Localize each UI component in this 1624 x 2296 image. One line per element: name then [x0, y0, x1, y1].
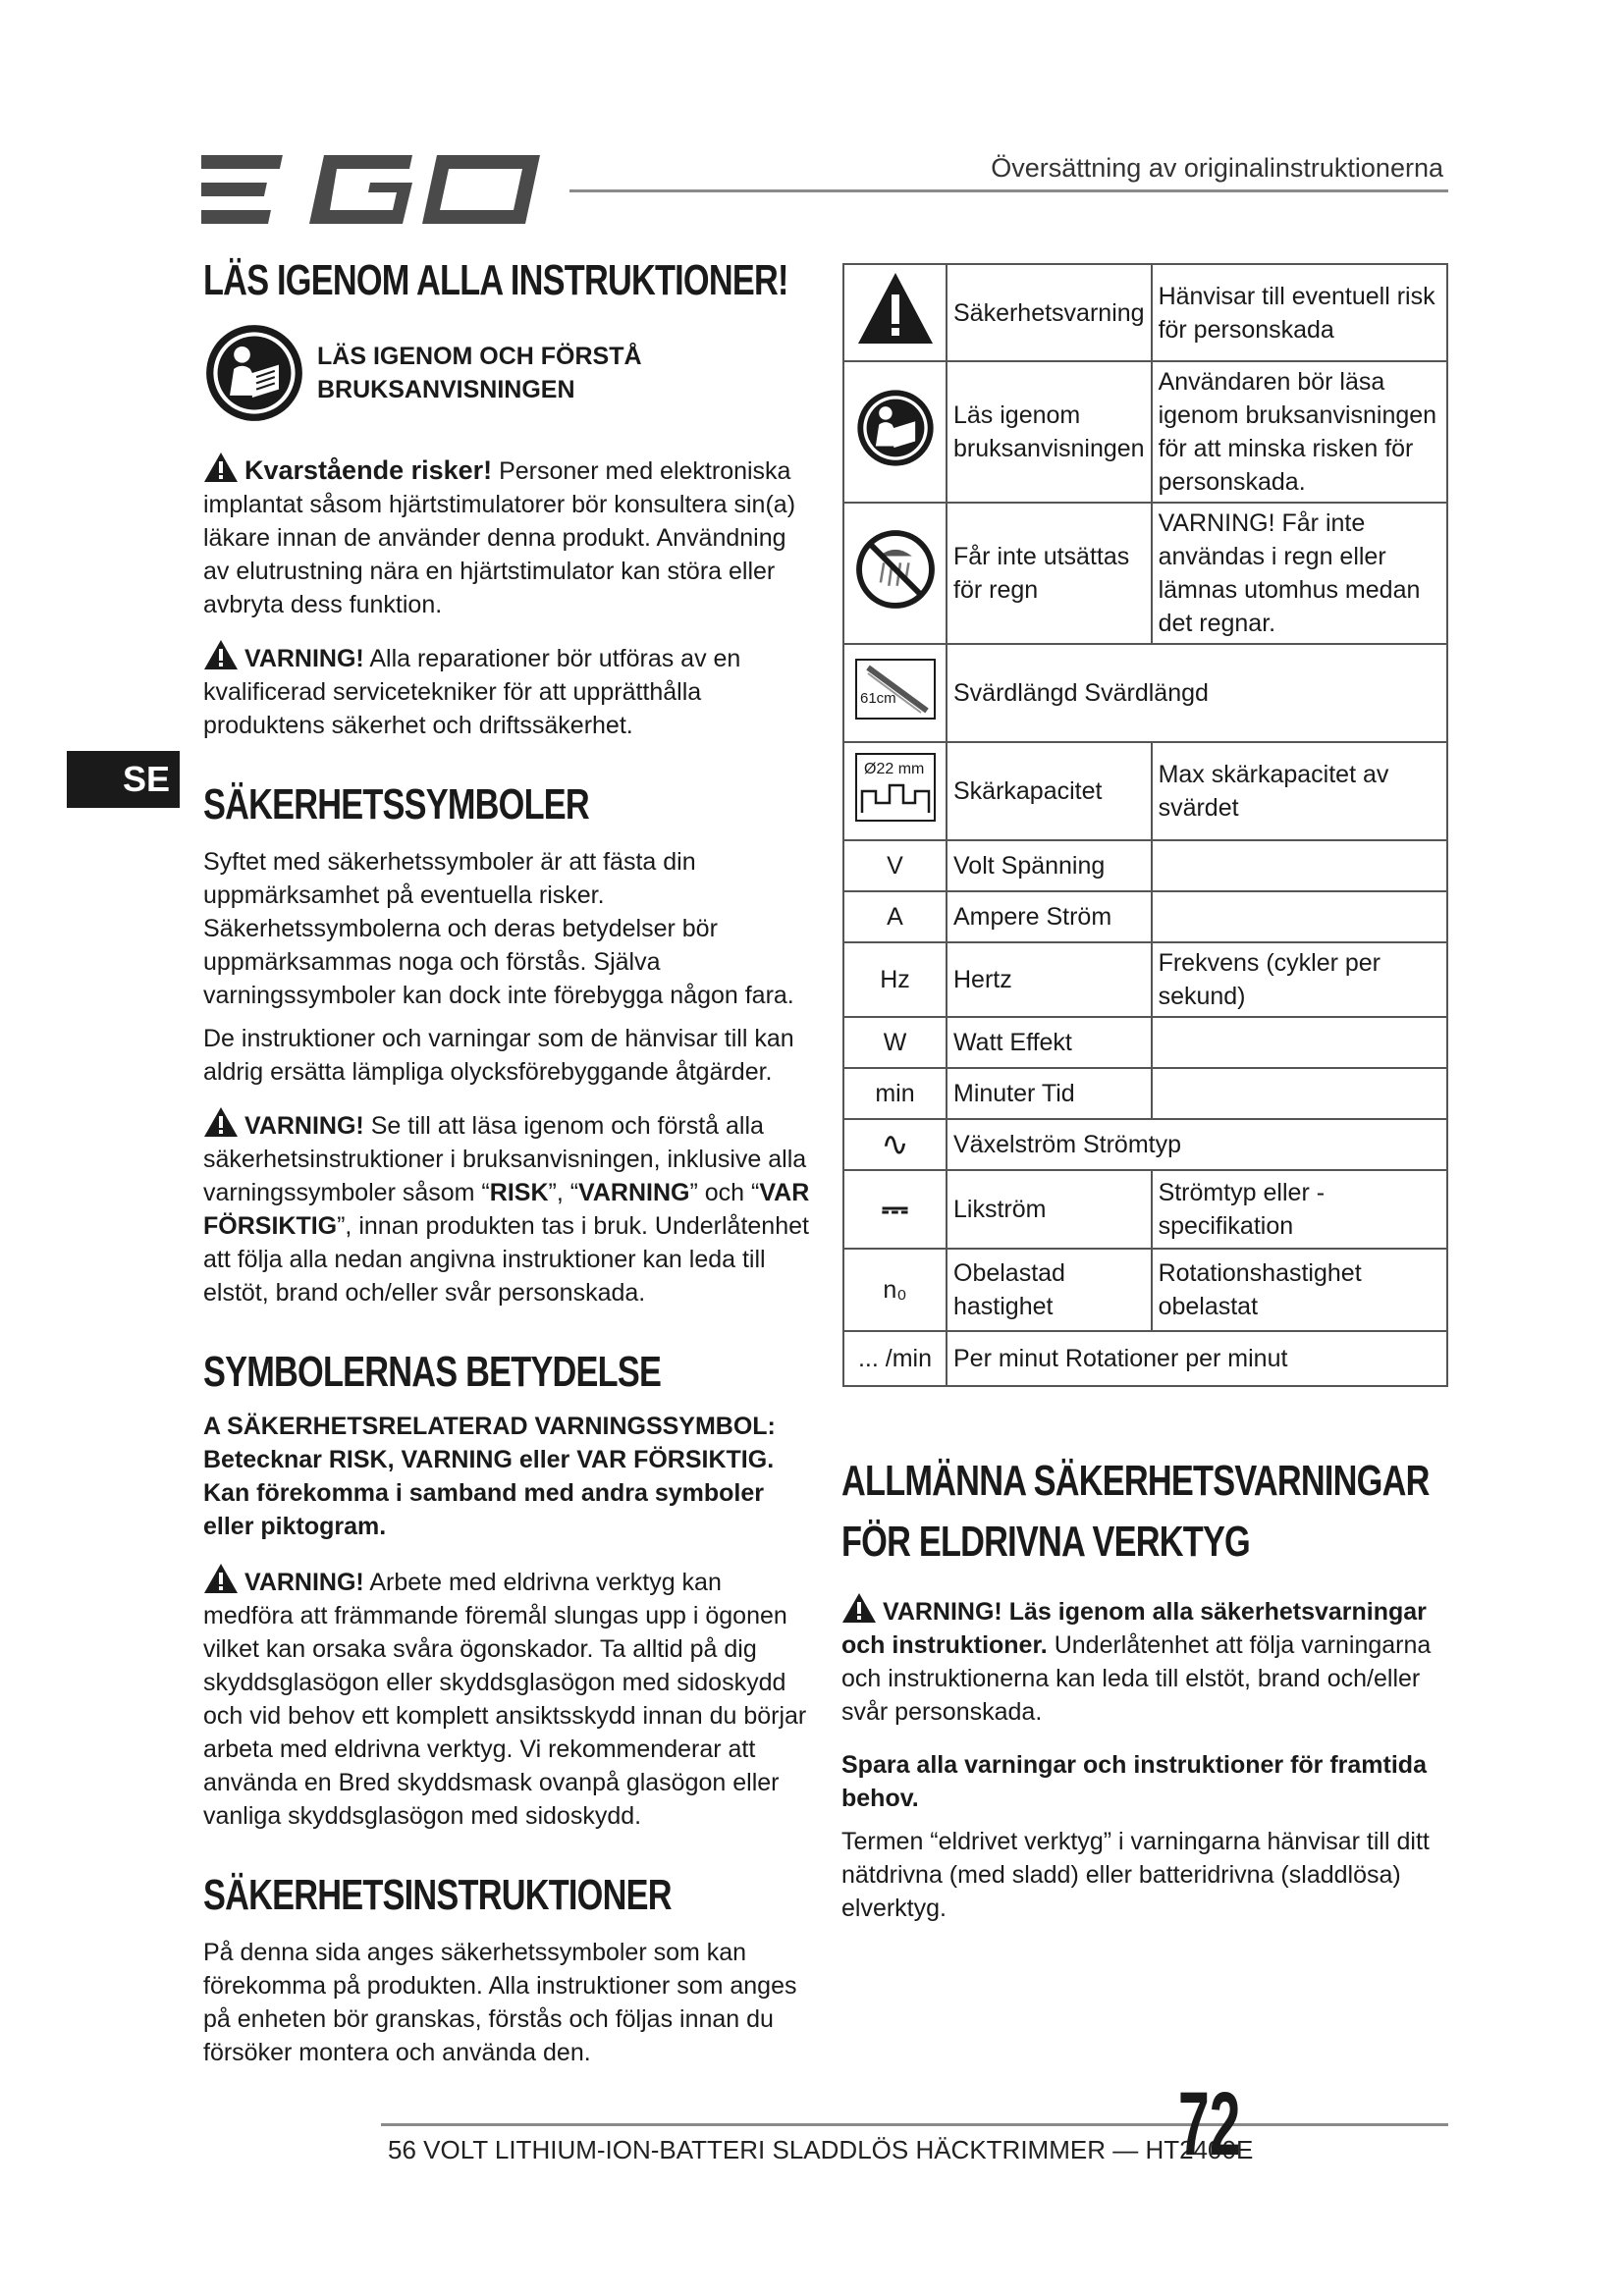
heading-general-warnings: ALLMÄNNA SÄKERHETSVARNINGAR FÖR ELDRIVNA VERKTYG	[841, 1457, 1430, 1566]
symbol-cell: W	[843, 1017, 947, 1068]
bar-length-icon	[854, 658, 937, 721]
read-manual-line2: BRUKSANVISNINGEN	[317, 376, 575, 404]
symbol-name: Får inte utsättas för regn	[947, 503, 1152, 644]
symbol-name: Skärkapacitet	[947, 742, 1152, 840]
symbol-cell: min	[843, 1068, 947, 1119]
warning-triangle-icon	[203, 1563, 239, 1594]
symbols-paragraph-1: Syftet med säkerhetssymboler är att fästa din uppmärksamhet på eventuella risker. Säkerhetssymbolerna och deras betydelser bör uppmärksammas noga och förstås. Själva varningssymboler kan dock inte förebygga någon fara.	[203, 847, 794, 1009]
symbol-name: Per minut Rotationer per minut	[947, 1331, 1447, 1386]
warn2-text-d: ”, innan produkten tas i bruk. Underlåtenhet att följa alla nedan angivna instruktioner kan leda till elstöt, brand och/eller svår personskada.	[203, 1211, 809, 1307]
symbol-name: Läs igenom bruksanvisningen	[947, 361, 1152, 503]
right-column	[841, 1451, 1448, 1925]
general-warning-text: Underlåtenhet att följa varningarna och instruktionerna kan leda till elstöt, brand och/eller svår personskada.	[841, 1631, 1432, 1726]
read-manual-icon	[203, 322, 305, 424]
warning-triangle-icon	[203, 1106, 239, 1138]
power-tool-term: Termen “eldrivet verktyg” i varningarna hänvisar till ditt nätdrivna (med sladd) eller batteridrivna (sladdlösa) elverktyg.	[841, 1828, 1430, 1922]
bar-length-label: 61cm	[859, 689, 896, 707]
ego-logo	[201, 145, 545, 234]
symbol-name: Volt Spänning	[947, 840, 1152, 891]
warn2-risk: RISK	[489, 1178, 549, 1206]
warn2-varning: VARNING	[578, 1178, 690, 1206]
general-warning-bold: Läs igenom alla säkerhetsvarningar och instruktioner.	[841, 1598, 1427, 1659]
symbol-name: Obelastad hastighet	[947, 1249, 1152, 1331]
table-row	[843, 840, 1447, 891]
residual-risks-paragraph	[203, 452, 810, 621]
symbol-cell: n₀	[843, 1249, 947, 1331]
heading-safety-instructions: SÄKERHETSINSTRUKTIONER	[203, 1871, 672, 1920]
general-warning-paragraph	[841, 1592, 1448, 1729]
save-instructions: Spara alla varningar och instruktioner för framtida behov.	[841, 1751, 1427, 1812]
no-rain-icon	[854, 528, 937, 611]
repair-text: Alla reparationer bör utföras av en kvalificerad servicetekniker för att upprätthålla produktens säkerhet och driftssäkerhet.	[203, 645, 741, 740]
language-tab: SE	[67, 751, 180, 808]
symbol-name: Växelström Strömtyp	[947, 1119, 1447, 1170]
eye-warning-text: Arbete med eldrivna verktyg kan medföra att främmande föremål slungas upp i ögonen vilket kan orsaka svåra ögonskador. Ta alltid på dig skyddsglasögon eller skyddsglasögon med sidoskydd och vid behov ett komplett ansiktsskydd innan du börjar arbeta med eldrivna verktyg. Vi rekommenderar att använda en Bred skyddsmask ovanpå glasögon eller vanliga skyddsglasögon med sidoskydd.	[203, 1569, 807, 1831]
warning-label: VARNING!	[883, 1598, 1002, 1626]
symbol-name: Svärdlängd Svärdlängd	[947, 644, 1447, 742]
symbol-description	[1152, 891, 1447, 942]
read-warning-paragraph	[203, 1106, 810, 1309]
header-rule	[569, 189, 1448, 192]
dc-icon: ⎓	[843, 1170, 947, 1249]
symbol-cell	[843, 742, 947, 840]
warn2-var-forsiktig: VAR FÖRSIKTIG	[203, 1178, 810, 1240]
left-column	[203, 257, 810, 2069]
read-manual-block	[203, 322, 810, 424]
symbol-name: Watt Effekt	[947, 1017, 1152, 1068]
warn2-text-c: ” och “	[689, 1178, 760, 1206]
symbol-name: Likström	[947, 1170, 1152, 1249]
table-row	[843, 1068, 1447, 1119]
table-row	[843, 361, 1447, 503]
footer-rule	[381, 2123, 1448, 2126]
table-row	[843, 1331, 1447, 1386]
alert-text: Betecknar RISK, VARNING eller VAR FÖRSIKTIG. Kan förekomma i samband med andra symboler eller piktogram.	[203, 1446, 775, 1541]
table-row	[843, 891, 1447, 942]
warning-triangle-icon	[203, 452, 239, 483]
symbol-description: VARNING! Får inte användas i regn eller lämnas utomhus medan det regnar.	[1152, 503, 1447, 644]
table-row	[843, 1017, 1447, 1068]
warning-label: VARNING!	[244, 1111, 364, 1140]
symbol-cell	[843, 503, 947, 644]
page-number: 72	[1178, 2074, 1241, 2174]
alert-subheading: A SÄKERHETSRELATERAD VARNINGSSYMBOL:	[203, 1413, 776, 1441]
symbol-name: Hertz	[947, 942, 1152, 1017]
table-row	[843, 742, 1447, 840]
symbol-description: Hänvisar till eventuell risk för personskada	[1152, 264, 1447, 361]
symbol-description: Strömtyp eller -specifikation	[1152, 1170, 1447, 1249]
table-row	[843, 1170, 1447, 1249]
symbol-cell	[843, 361, 947, 503]
read-manual-line1: LÄS IGENOM OCH FÖRSTÅ	[317, 343, 642, 371]
symbol-description: Frekvens (cykler per sekund)	[1152, 942, 1447, 1017]
table-row	[843, 264, 1447, 361]
instructions-paragraph: På denna sida anges säkerhetssymboler som kan förekomma på produkten. Alla instruktioner som anges på enheten bör granskas, förstås och följas innan du försöker montera och använda den.	[203, 1938, 797, 2066]
symbol-description	[1152, 840, 1447, 891]
ac-icon: ∿	[843, 1119, 947, 1170]
footer-product-name: 56 VOLT LITHIUM-ION-BATTERI SLADDLÖS HÄCKTRIMMER — HT2400E	[388, 2135, 1254, 2164]
symbol-description	[1152, 1017, 1447, 1068]
warning-label: VARNING!	[244, 1569, 364, 1597]
symbol-cell: V	[843, 840, 947, 891]
symbol-cell: A	[843, 891, 947, 942]
residual-label: Kvarstående risker!	[244, 455, 493, 486]
read-manual-icon	[854, 387, 937, 469]
heading-safety-symbols: SÄKERHETSSYMBOLER	[203, 780, 589, 829]
translation-note: Översättning av originalinstruktionerna	[991, 153, 1443, 183]
symbol-cell	[843, 264, 947, 361]
symbol-description: Rotationshastighet obelastat	[1152, 1249, 1447, 1331]
symbol-description	[1152, 1068, 1447, 1119]
symbol-name: Ampere Ström	[947, 891, 1152, 942]
table-row	[843, 503, 1447, 644]
symbol-description: Användaren bör läsa igenom bruksanvisningen för att minska risken för personskada.	[1152, 361, 1447, 503]
table-row	[843, 1249, 1447, 1331]
symbol-description: Max skärkapacitet av svärdet	[1152, 742, 1447, 840]
cutting-capacity-label: Ø22 mm	[863, 760, 924, 777]
safety-alert-icon	[854, 269, 937, 347]
symbols-paragraph-2: De instruktioner och varningar som de hänvisar till kan aldrig ersätta lämpliga olycksförebyggande åtgärder.	[203, 1024, 794, 1086]
cutting-capacity-icon	[854, 752, 937, 823]
eye-warning-paragraph	[203, 1563, 810, 1833]
warning-triangle-icon	[841, 1592, 877, 1624]
symbol-name: Minuter Tid	[947, 1068, 1152, 1119]
symbol-table	[842, 263, 1448, 1387]
table-row	[843, 1119, 1447, 1170]
warning-triangle-icon	[203, 639, 239, 670]
repair-warning-paragraph	[203, 639, 810, 742]
symbol-name: Säkerhetsvarning	[947, 264, 1152, 361]
heading-read-all: LÄS IGENOM ALLA INSTRUKTIONER!	[203, 256, 788, 304]
symbol-cell: ... /min	[843, 1331, 947, 1386]
table-row	[843, 942, 1447, 1017]
warn2-text-a: Se till att läsa igenom och förstå alla säkerhetsinstruktioner i bruksanvisningen, inklusive alla varningssymboler såsom “	[203, 1111, 807, 1206]
residual-text: Personer med elektroniska implantat såsom hjärtstimulatorer bör konsultera sin(a) läkare innan de använder denna produkt. Användning av elutrustning nära en hjärtstimulator kan störa eller avbryta dess funktion.	[203, 457, 796, 619]
warn2-text-b: ”, “	[548, 1178, 579, 1206]
warning-label: VARNING!	[244, 645, 364, 673]
symbol-cell	[843, 644, 947, 742]
symbol-cell: Hz	[843, 942, 947, 1017]
heading-symbol-meaning: SYMBOLERNAS BETYDELSE	[203, 1347, 662, 1396]
table-row	[843, 644, 1447, 742]
